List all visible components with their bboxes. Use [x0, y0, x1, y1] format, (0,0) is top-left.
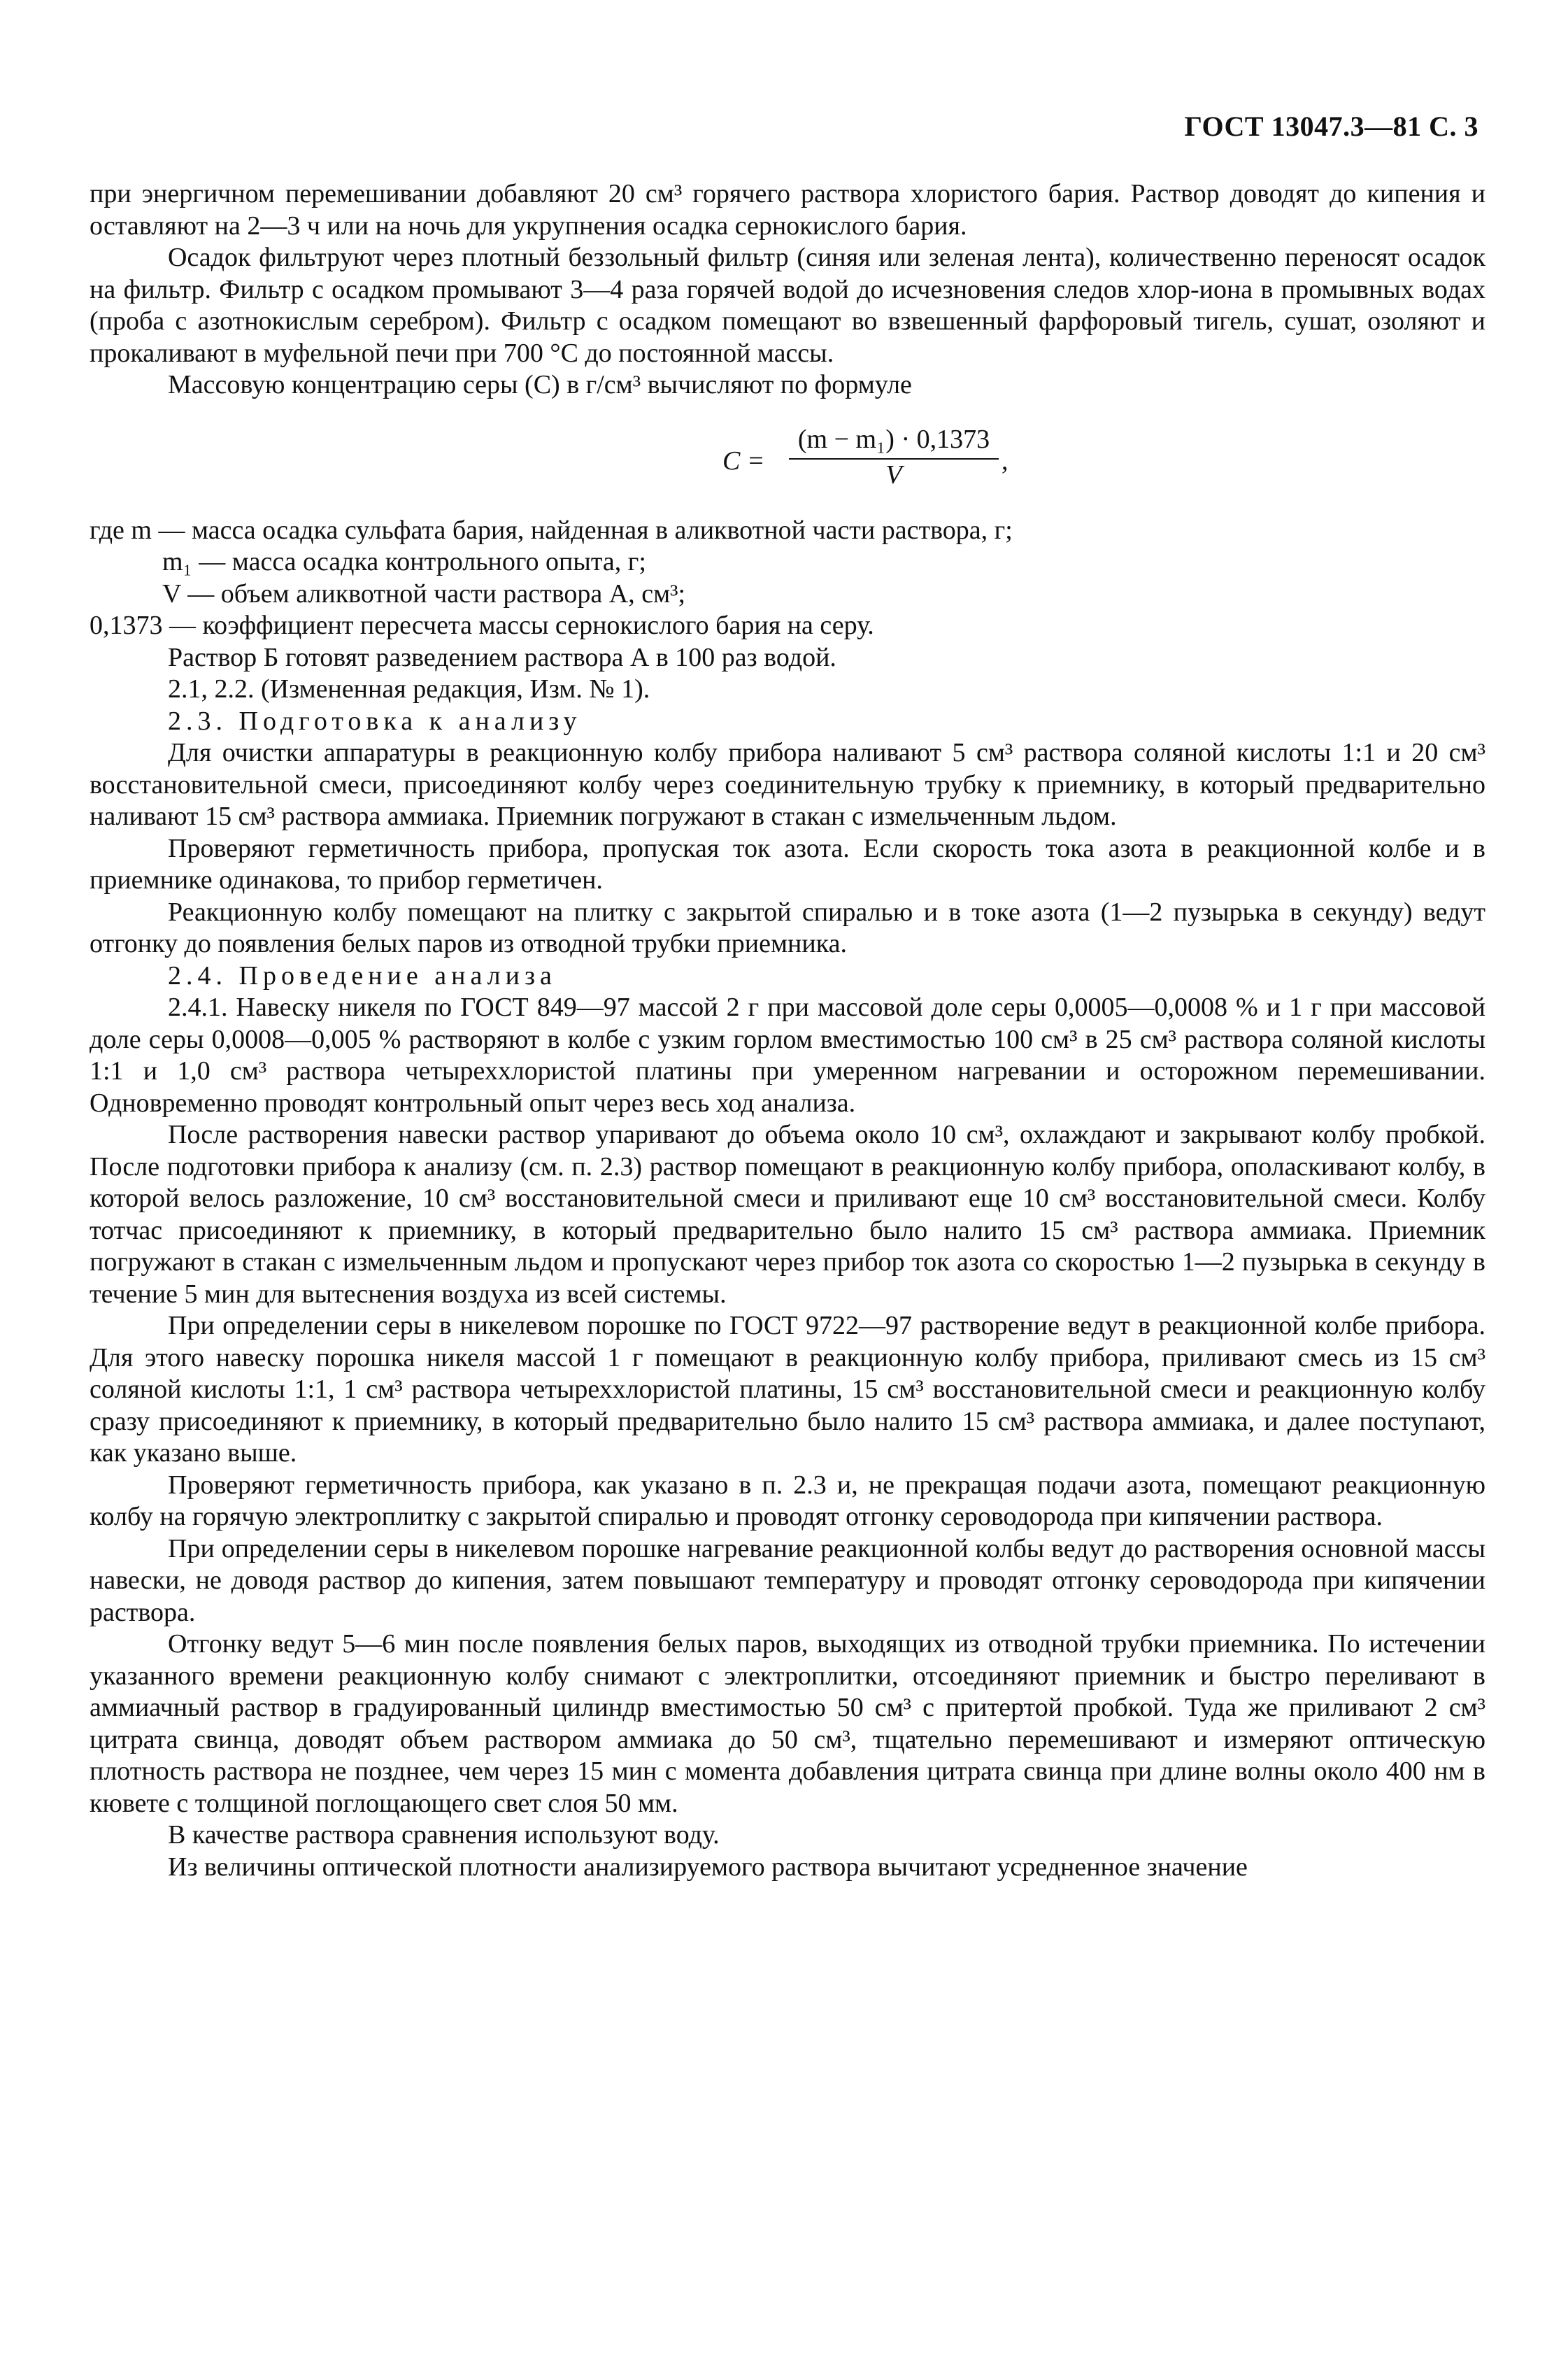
formula-lhs: C =: [722, 446, 765, 476]
amendment-note: 2.1, 2.2. (Измененная редакция, Изм. № 1).: [168, 674, 650, 704]
formula-comma: ,: [1002, 446, 1008, 476]
formula-fraction: [789, 424, 999, 492]
paragraph: 2.4.1. Навеску никеля по ГОСТ 849—97 массой 2 г при массовой доле серы 0,0005—0,0008 % и 1 г при массовой доле серы 0,0008—0,005 % растворяют в колбе с узким горлом вместимостью 100 см³ в 25 см³ раствора соляной кислоты 1:1 и 1,0 см³ раствора четыреххлористой платины при умеренном нагревании и осторожном перемешивании. Одновременно проводят контрольный опыт через весь ход анализа.: [90, 993, 1485, 1118]
paragraph: Раствор Б готовят разведением раствора А в 100 раз водой.: [168, 642, 836, 672]
variable-definition: V — объем аликвотной части раствора А, см³;: [162, 579, 686, 609]
paragraph: При определении серы в никелевом порошке нагревание реакционной колбы ведут до растворения основной массы навески, не доводя раствор до кипения, затем повышают температуру и проводят отгонку сероводорода при кипячении раствора.: [90, 1533, 1485, 1627]
variable-definition: 0,1373 — коэффициент пересчета массы сернокислого бария на серу.: [90, 611, 874, 640]
paragraph: Проверяют герметичность прибора, пропуская ток азота. Если скорость тока азота в реакционной колбе и в приемнике одинакова, то прибор герметичен.: [90, 833, 1485, 895]
variable-definition: m₁ — масса осадка контрольного опыта, г;: [162, 547, 646, 576]
paragraph: Из величины оптической плотности анализируемого раствора вычитают усредненное значение: [168, 1852, 1248, 1882]
paragraph: Массовую концентрацию серы (С) в г/см³ вычисляют по формуле: [168, 370, 912, 399]
formula: [90, 424, 1485, 499]
paragraph: При определении серы в никелевом порошке по ГОСТ 9722—97 растворение ведут в реакционной колбе прибора. Для этого навеску порошка никеля массой 1 г помещают в реакционную колбу прибора, приливают смесь из 15 см³ соляной кислоты 1:1, 1 см³ раствора четыреххлористой платины, 15 см³ восстановительной смеси и реакционную колбу сразу присоединяют к приемнику, в который предварительно было налито 15 см³ раствора аммиака, и далее поступают, как указано выше.: [90, 1311, 1485, 1468]
paragraph: при энергичном перемешивании добавляют 20 см³ горячего раствора хлористого бария. Раствор доводят до кипения и оставляют на 2—3 ч или на ночь для укрупнения осадка сернокислого бария.: [90, 179, 1485, 241]
section-heading: 2.3. Подготовка к анализу: [168, 706, 582, 736]
paragraph: Проверяют герметичность прибора, как указано в п. 2.3 и, не прекращая подачи азота, помещают реакционную колбу на горячую электроплитку с закрытой спиралью и проводят отгонку сероводорода при кипячении раствора.: [90, 1470, 1485, 1531]
document-body: [90, 178, 1485, 1883]
formula-numerator: (m − m₁) · 0,1373: [789, 424, 999, 460]
paragraph: Осадок фильтруют через плотный беззольный фильтр (синяя или зеленая лента), количественно переносят осадок на фильтр. Фильтр с осадком промывают 3—4 раза горячей водой до исчезновения следов хлор-иона в промывных водах (проба с азотнокислым серебром). Фильтр с осадком помещают во взвешенный фарфоровый тигель, сушат, озоляют и прокаливают в муфельной печи при 700 °С до постоянной массы.: [90, 243, 1485, 368]
section-heading: 2.4. Проведение анализа: [168, 960, 557, 991]
formula-denominator: V: [885, 460, 902, 490]
paragraph: Отгонку ведут 5—6 мин после появления белых паров, выходящих из отводной трубки приемника. По истечении указанного времени реакционную колбу снимают с электроплитки, отсоединяют приемник и быстро переливают в аммиачный раствор в градуированный цилиндр вместимостью 50 см³ с притертой пробкой. Туда же приливают 2 см³ цитрата свинца, доводят объем раствором аммиака до 50 см³, тщательно перемешивают и измеряют оптическую плотность раствора не позднее, чем через 15 мин с момента добавления цитрата свинца при длине волны около 400 нм в кювете с толщиной поглощающего свет слоя 50 мм.: [90, 1629, 1485, 1818]
paragraph: Для очистки аппаратуры в реакционную колбу прибора наливают 5 см³ раствора соляной кислоты 1:1 и 20 см³ восстановительной смеси, присоединяют колбу через соединительную трубку к приемнику, в который предварительно наливают 15 см³ раствора аммиака. Приемник погружают в стакан с измельченным льдом.: [90, 738, 1485, 831]
paragraph: После растворения навески раствор упаривают до объема около 10 см³, охлаждают и закрывают колбу пробкой. После подготовки прибора к анализу (см. п. 2.3) раствор помещают в реакционную колбу прибора, ополаскивают колбу, в которой велось разложение, 10 см³ восстановительной смеси и приливают еще 10 см³ восстановительной смеси. Колбу тотчас присоединяют к приемнику, в который предварительно было налито 15 см³ раствора аммиака. Приемник погружают в стакан с измельченным льдом и пропускают через прибор ток азота со скоростью 1—2 пузырька в секунду в течение 5 мин для вытеснения воздуха из всей системы.: [90, 1120, 1485, 1309]
paragraph: Реакционную колбу помещают на плитку с закрытой спиралью и в токе азота (1—2 пузырька в секунду) ведут отгонку до появления белых паров из отводной трубки приемника.: [90, 897, 1485, 958]
variable-definition: где m — масса осадка сульфата бария, найденная в аликвотной части раствора, г;: [90, 515, 1013, 545]
paragraph: В качестве раствора сравнения используют воду.: [168, 1820, 720, 1850]
page-header: ГОСТ 13047.3—81 С. 3: [1184, 111, 1478, 142]
